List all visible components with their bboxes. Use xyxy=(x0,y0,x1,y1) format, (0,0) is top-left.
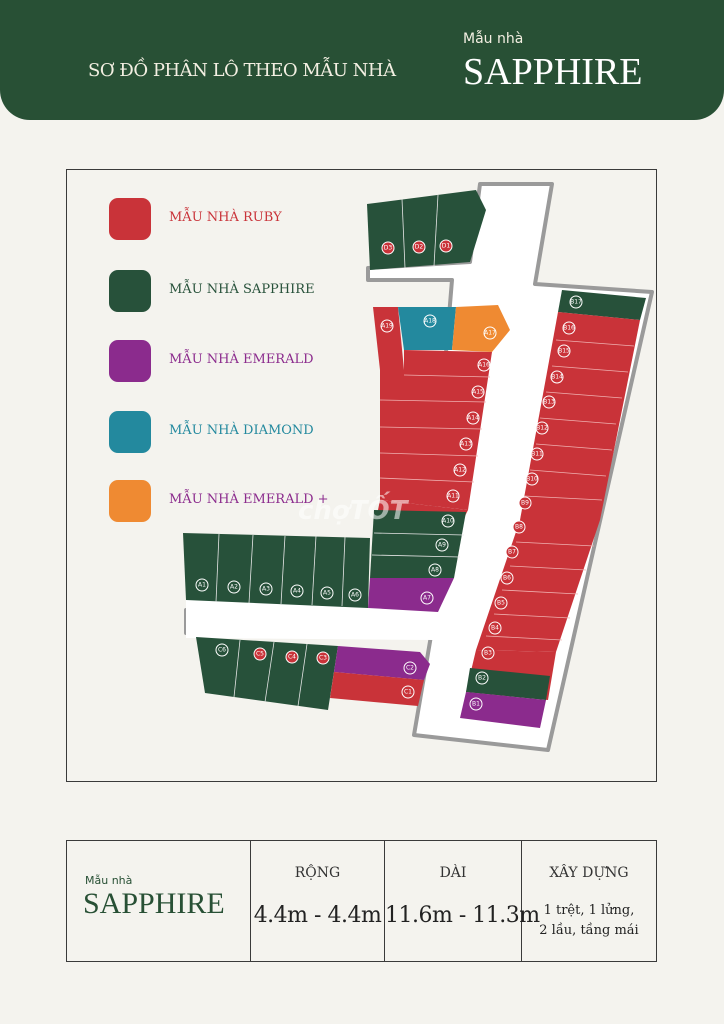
spec-build-label: XÂY DỰNG xyxy=(549,865,629,881)
marker-a19 xyxy=(381,320,393,332)
marker-b11 xyxy=(531,448,543,460)
marker-b9-label: B9 xyxy=(521,499,529,507)
marker-c4-label: C4 xyxy=(287,653,297,661)
spec-table xyxy=(66,840,657,962)
marker-b13 xyxy=(543,396,555,408)
page-title: SƠ ĐỒ PHÂN LÔ THEO MẪU NHÀ xyxy=(88,60,396,81)
model-name: SAPPHIRE xyxy=(463,51,643,93)
marker-a2 xyxy=(228,581,240,593)
marker-a8-label: A8 xyxy=(431,566,439,574)
marker-b5-label: B5 xyxy=(497,599,505,607)
marker-b2-label: B2 xyxy=(478,674,486,682)
marker-d1-label: D1 xyxy=(441,242,451,250)
lot-a18 xyxy=(398,307,456,350)
marker-a18 xyxy=(424,315,436,327)
marker-a18-label: A18 xyxy=(424,317,436,325)
spec-width-label: RỘNG xyxy=(294,865,341,881)
marker-a1-label: A1 xyxy=(198,581,206,589)
marker-d3-label: D3 xyxy=(383,244,393,252)
marker-c6-label: C6 xyxy=(217,646,227,654)
marker-c5-label: C5 xyxy=(255,650,265,658)
marker-a7 xyxy=(421,592,433,604)
marker-c4 xyxy=(286,651,298,663)
legend-label-diamond: MẪU NHÀ DIAMOND xyxy=(169,423,314,438)
block-c xyxy=(196,637,430,710)
spec-model-prefix: Mẫu nhà xyxy=(85,874,133,887)
marker-a7-label: A7 xyxy=(423,594,431,602)
marker-a6-label: A6 xyxy=(351,591,359,599)
lot-block-d xyxy=(367,190,486,270)
marker-b1 xyxy=(470,698,482,710)
spec-build-line2: 2 lầu, tầng mái xyxy=(539,923,639,938)
marker-b14 xyxy=(551,371,563,383)
marker-b13-label: B13 xyxy=(543,398,555,406)
spec-length-label: DÀI xyxy=(439,865,467,881)
marker-c2 xyxy=(404,662,416,674)
marker-b15 xyxy=(558,345,570,357)
marker-b10-label: B10 xyxy=(526,475,538,483)
marker-a15-label: A15 xyxy=(472,388,484,396)
marker-a3 xyxy=(260,583,272,595)
marker-b6 xyxy=(501,572,513,584)
spec-length-cell xyxy=(385,841,540,961)
spec-width-value: 4.4m - 4.4m xyxy=(253,903,382,928)
marker-a14-label: A14 xyxy=(467,414,479,422)
marker-b16 xyxy=(563,322,575,334)
marker-c1 xyxy=(402,686,414,698)
marker-b1-label: B1 xyxy=(472,700,480,708)
marker-a6 xyxy=(349,589,361,601)
marker-a12 xyxy=(454,464,466,476)
model-prefix: Mẫu nhà xyxy=(463,31,524,47)
marker-c2-label: C2 xyxy=(405,664,415,672)
marker-a14 xyxy=(467,412,479,424)
marker-c1-label: C1 xyxy=(403,688,413,696)
marker-a2-label: A2 xyxy=(230,583,238,591)
marker-a8 xyxy=(429,564,441,576)
lot-a1-a6 xyxy=(183,533,370,608)
spec-length-value: 11.6m - 11.3m xyxy=(385,903,540,928)
marker-b17 xyxy=(570,296,582,308)
block-d xyxy=(367,190,486,270)
marker-d2-label: D2 xyxy=(414,243,424,251)
marker-d3 xyxy=(382,242,394,254)
marker-a13 xyxy=(460,438,472,450)
spec-model-cell xyxy=(67,841,251,961)
marker-b15-label: B15 xyxy=(558,347,570,355)
marker-b7 xyxy=(506,546,518,558)
marker-a11 xyxy=(447,490,459,502)
marker-a17-label: A17 xyxy=(484,329,496,337)
marker-b11-label: B11 xyxy=(531,450,543,458)
marker-a17 xyxy=(484,327,496,339)
marker-a5-label: A5 xyxy=(323,589,331,597)
marker-c3 xyxy=(317,652,329,664)
marker-b3-label: B3 xyxy=(484,649,492,657)
block-a-row xyxy=(183,533,370,608)
marker-b14-label: B14 xyxy=(551,373,563,381)
marker-a4-label: A4 xyxy=(293,587,301,595)
legend-label-sapphire: MẪU NHÀ SAPPHIRE xyxy=(169,282,315,297)
marker-b3 xyxy=(482,647,494,659)
marker-b4 xyxy=(489,622,501,634)
marker-a4 xyxy=(291,585,303,597)
spec-build-line1: 1 trệt, 1 lửng, xyxy=(543,903,635,918)
marker-a10-label: A10 xyxy=(442,517,454,525)
marker-a12-label: A12 xyxy=(454,466,466,474)
marker-d2 xyxy=(413,241,425,253)
legend-label-emerald: MẪU NHÀ EMERALD xyxy=(169,352,314,367)
marker-a15 xyxy=(472,386,484,398)
marker-a1 xyxy=(196,579,208,591)
marker-b12-label: B12 xyxy=(536,424,548,432)
spec-width-cell xyxy=(251,841,385,961)
marker-b2 xyxy=(476,672,488,684)
spec-build-cell xyxy=(522,841,656,961)
marker-c3-label: C3 xyxy=(318,654,328,662)
watermark: chợTỐT xyxy=(298,496,408,526)
marker-b6-label: B6 xyxy=(503,574,511,582)
marker-a10 xyxy=(442,515,454,527)
marker-c6 xyxy=(216,644,228,656)
marker-b16-label: B16 xyxy=(563,324,575,332)
marker-a9-label: A9 xyxy=(438,541,446,549)
legend-label-ruby: MẪU NHÀ RUBY xyxy=(169,210,282,225)
marker-b5 xyxy=(495,597,507,609)
spec-build-text xyxy=(522,901,656,941)
marker-b8-label: B8 xyxy=(515,523,523,531)
marker-b4-label: B4 xyxy=(491,624,499,632)
marker-b7-label: B7 xyxy=(508,548,516,556)
marker-d1 xyxy=(440,240,452,252)
spec-model-name: SAPPHIRE xyxy=(83,887,225,920)
marker-a3-label: A3 xyxy=(262,585,270,593)
legend-label-emerald-plus: MẪU NHÀ EMERALD + xyxy=(169,492,329,507)
marker-b17-label: B17 xyxy=(570,298,582,306)
marker-a11-label: A11 xyxy=(447,492,459,500)
marker-b9 xyxy=(519,497,531,509)
marker-a13-label: A13 xyxy=(460,440,472,448)
marker-c5 xyxy=(254,648,266,660)
marker-b8 xyxy=(513,521,525,533)
marker-b12 xyxy=(536,422,548,434)
marker-a16 xyxy=(478,359,490,371)
marker-b10 xyxy=(526,473,538,485)
marker-a9 xyxy=(436,539,448,551)
marker-a19-label: A19 xyxy=(381,322,393,330)
marker-a16-label: A16 xyxy=(478,361,490,369)
marker-a5 xyxy=(321,587,333,599)
